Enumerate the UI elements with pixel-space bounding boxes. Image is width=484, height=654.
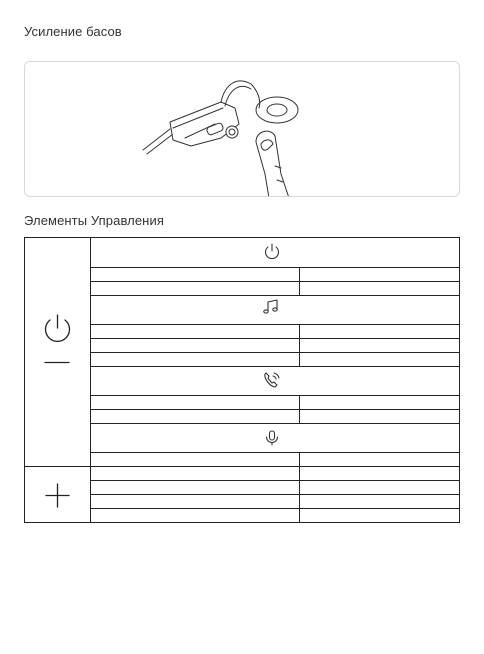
controls-heading: Элементы Управления [24, 213, 164, 228]
controls-table-grid [24, 237, 460, 523]
power-minus-icon [45, 315, 70, 363]
microphone-icon [267, 431, 278, 445]
headphone-button-press-illustration [25, 62, 460, 197]
plus-icon [46, 484, 69, 507]
power-icon [266, 244, 279, 259]
phone-icon [265, 373, 279, 387]
bass-boost-illustration [24, 61, 460, 197]
controls-table [24, 237, 460, 523]
music-note-icon [264, 300, 277, 313]
bass-boost-heading: Усиление басов [24, 24, 122, 39]
